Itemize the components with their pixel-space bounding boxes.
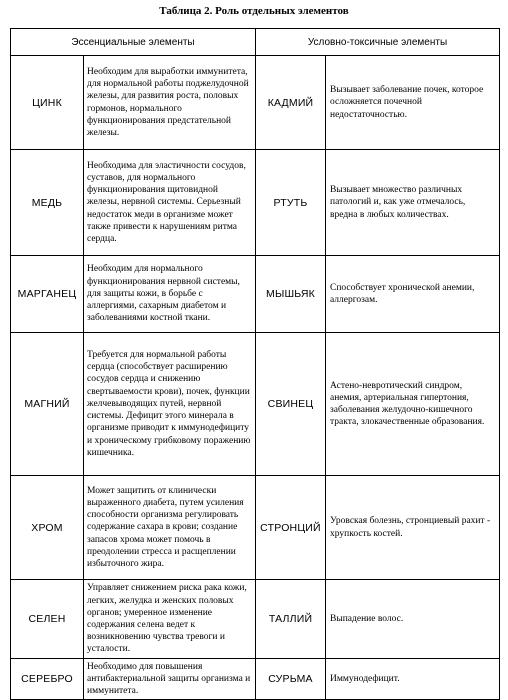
elements-table <box>10 28 500 700</box>
essential-name: СЕЛЕН <box>11 580 84 659</box>
toxic-description: Астено-невротический синдром, анемия, артериальная гипертония, заболевания желудочно-кишечного тракта, злокачественные образования. <box>326 333 500 476</box>
essential-description: Требуется для нормальной работы сердца (способствует расширению сосудов сердца и снижению свертываемости крови), почек, функции желчевыводящих путей, нервной системы. Дефицит этого минерала в организме приводит к иммунодефициту и хроническому грибковому поражению кишечника. <box>84 333 256 476</box>
essential-name: МАРГАНЕЦ <box>11 256 84 333</box>
toxic-description: Вызывает заболевание почек, которое осложняется почечной недостаточностью. <box>326 56 500 150</box>
header-essential: Эссенциальные элементы <box>11 29 256 56</box>
toxic-name: СВИНЕЦ <box>256 333 326 476</box>
table-row <box>11 659 500 700</box>
toxic-name: МЫШЬЯК <box>256 256 326 333</box>
header-row <box>11 29 500 56</box>
essential-name: ХРОМ <box>11 476 84 580</box>
table-title: Таблица 2. Роль отдельных элементов <box>159 5 349 17</box>
toxic-name: КАДМИЙ <box>256 56 326 150</box>
toxic-description: Вызывает множество различных патологий и, как уже отмечалось, вредна в любых количествах. <box>326 150 500 256</box>
essential-description: Может защитить от клинически выраженного диабета, путем усиления способности организма регулировать содержание сахара в крови; создание запасов хрома может помочь в преодолении стресса и расщеплении избыточного жира. <box>84 476 256 580</box>
essential-name: МАГНИЙ <box>11 333 84 476</box>
essential-description: Необходима для эластичности сосудов, суставов, для нормального функционирования щитовидной железы, нервной системы. Серьезный недостаток меди в организме может также привести к нарушениям ритма сердца. <box>84 150 256 256</box>
toxic-name: ТАЛЛИЙ <box>256 580 326 659</box>
table-row <box>11 56 500 150</box>
table-row <box>11 580 500 659</box>
toxic-description: Выпадение волос. <box>326 580 500 659</box>
essential-name: ЦИНК <box>11 56 84 150</box>
header-toxic: Условно-токсичные элементы <box>256 29 500 56</box>
essential-description: Управляет снижением риска рака кожи, легких, желудка и женских половых органов; умеренное изменение содержания селена ведет к возникновению чувства тревоги и усталости. <box>84 580 256 659</box>
essential-name: МЕДЬ <box>11 150 84 256</box>
essential-description: Необходим для нормального функционирования нервной системы, для защиты кожи, в борьбе с аллергиями, сахарным диабетом и заболеваниями костной ткани. <box>84 256 256 333</box>
essential-description: Необходимо для повышения антибактериальной защиты организма и иммунитета. <box>84 659 256 700</box>
toxic-name: СУРЬМА <box>256 659 326 700</box>
essential-description: Необходим для выработки иммунитета, для нормальной работы поджелудочной железы, для развития роста, половых гормонов, нормального функционирования предстательной железы. <box>84 56 256 150</box>
toxic-name: РТУТЬ <box>256 150 326 256</box>
toxic-description: Иммунодефицит. <box>326 659 500 700</box>
table-row <box>11 476 500 580</box>
essential-name: СЕРЕБРО <box>11 659 84 700</box>
toxic-description: Уровская болезнь, стронциевый рахит - хрупкость костей. <box>326 476 500 580</box>
table-row <box>11 150 500 256</box>
table-row <box>11 333 500 476</box>
table-row <box>11 256 500 333</box>
toxic-description: Способствует хронической анемии, аллергозам. <box>326 256 500 333</box>
toxic-name: СТРОНЦИЙ <box>256 476 326 580</box>
